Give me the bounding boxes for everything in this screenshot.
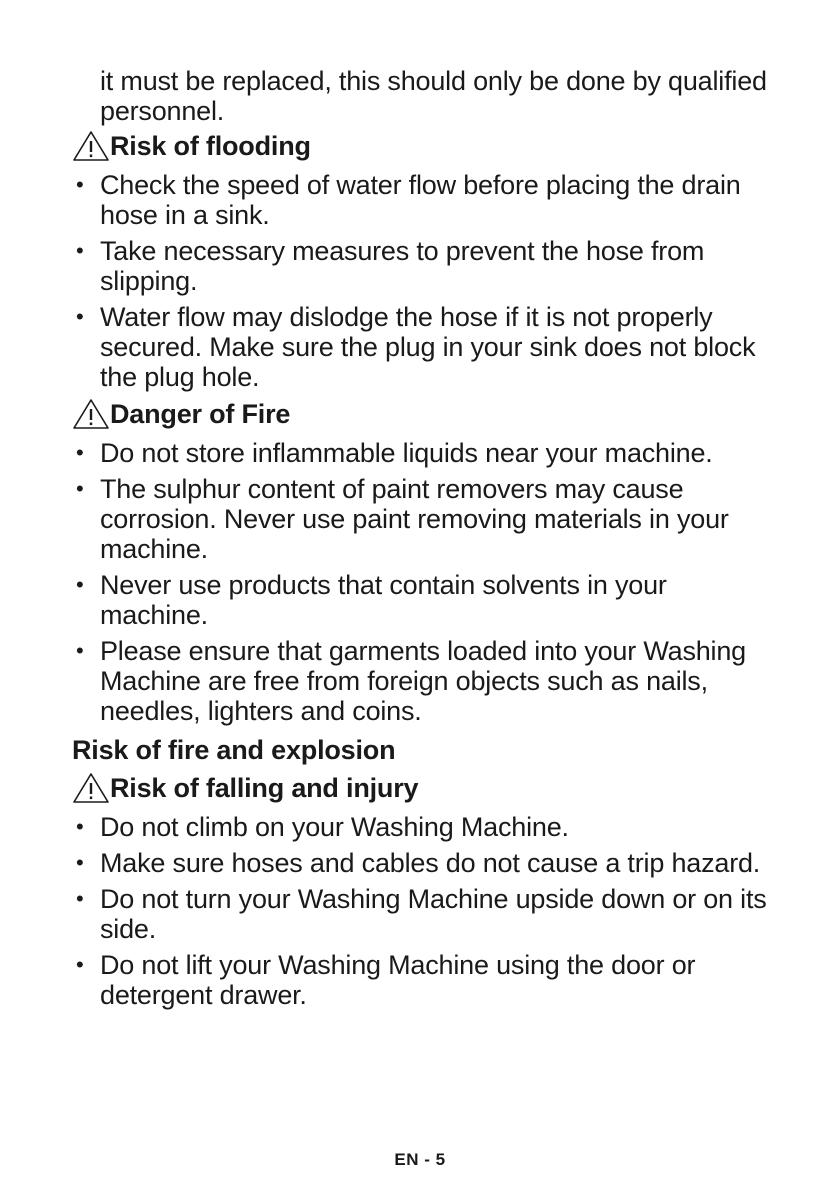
list-item [72, 170, 772, 230]
section-title: Risk of fire and explosion [72, 735, 396, 765]
fire-list [72, 438, 772, 726]
list-item [72, 636, 772, 726]
manual-page [72, 66, 772, 1016]
item-text: Please ensure that garments loaded into your Washing Machine are free from foreign objects such as nails, needles, lighters and coins. [100, 636, 746, 726]
section-heading-falling [72, 772, 772, 804]
section-heading-fire [72, 398, 772, 430]
item-text: The sulphur content of paint removers may cause corrosion. Never use paint removing materials in your machine. [100, 474, 729, 564]
list-item [72, 812, 772, 842]
list-item [72, 950, 772, 1010]
flooding-list [72, 170, 772, 392]
bullet: • [76, 886, 84, 911]
bullet: • [76, 638, 84, 663]
bullet: • [76, 952, 84, 977]
section-title: Risk of flooding [110, 131, 311, 161]
item-text: Do not store inflammable liquids near your machine. [100, 438, 713, 468]
warning-triangle-icon [72, 130, 110, 162]
list-item [72, 884, 772, 944]
list-item [72, 848, 772, 878]
list-item [72, 438, 772, 468]
section-title: Danger of Fire [110, 399, 291, 429]
item-text: Do not lift your Washing Machine using the door or detergent drawer. [100, 950, 696, 1010]
warning-triangle-icon [72, 772, 110, 804]
warning-triangle-icon [72, 398, 110, 430]
item-text: Take necessary measures to prevent the hose from slipping. [100, 236, 705, 296]
bullet: • [76, 814, 84, 839]
item-text: Make sure hoses and cables do not cause a trip hazard. [100, 848, 761, 878]
item-text: Check the speed of water flow before placing the drain hose in a sink. [100, 170, 741, 230]
list-item [72, 474, 772, 564]
bullet: • [76, 572, 84, 597]
bullet: • [76, 476, 84, 501]
item-text: Do not turn your Washing Machine upside down or on its side. [100, 884, 767, 944]
list-item [72, 302, 772, 392]
section-title: Risk of falling and injury [110, 773, 419, 803]
item-text: Never use products that contain solvents in your machine. [100, 570, 667, 630]
intro-text: it must be replaced, this should only be done by qualified personnel. [100, 66, 767, 126]
bullet: • [76, 440, 84, 465]
item-text: Do not climb on your Washing Machine. [100, 812, 569, 842]
section-heading-flooding [72, 130, 772, 162]
list-item [72, 570, 772, 630]
item-text: Water flow may dislodge the hose if it is not properly secured. Make sure the plug in your sink does not block the plug hole. [100, 302, 756, 392]
bullet: • [76, 304, 84, 329]
falling-list [72, 812, 772, 1010]
bullet: • [76, 850, 84, 875]
list-item [72, 236, 772, 296]
page-number: EN - 5 [394, 1150, 446, 1169]
bullet: • [76, 172, 84, 197]
section-heading-explosion [72, 734, 772, 766]
bullet: • [76, 238, 84, 263]
